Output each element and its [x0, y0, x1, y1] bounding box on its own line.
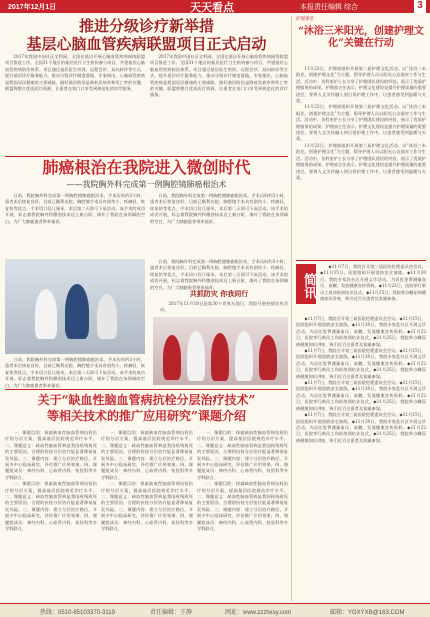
footer-site: 网址：www.zzzhxsy.com	[225, 610, 292, 616]
footer-email: 邮箱：YGXYXB@163.COM	[330, 610, 405, 616]
article-1	[5, 16, 288, 156]
right-column	[296, 16, 426, 601]
article-3-title-line1: 关于“缺血性脑血管病抗栓分层治疗技术”	[37, 393, 256, 407]
article-3-body-col3: 一、课题目的：探索缺血性脑血管病抗栓治疗的分层方案，提高基层医院规范诊疗水平。二、课题意义：缺血性脑血管病是我国致残致死的主要原因，合理的抗栓分层治疗能显著降低复发风险。三、课题内容：建立分层治疗路径，开展多中心临床研究，评估推广应用效果。四、课题组成员：神经内科、心血管内科、检验科等多学科联合。 一、课题目的：探索缺血性脑血管病抗栓治疗的分层方案，提高基层医院规范诊疗水平。二、课题意义：缺血性脑血管病是我国致残致死的主要原因，合理的抗栓分层治疗能显著降低复发风险。三、课题内容：建立分层治疗路径，开展多中心临床研究，评估推广应用效果。四、课题组成员：神经内科、心血管内科、检验科等多学科联合。	[197, 430, 288, 532]
footer	[0, 603, 430, 617]
article-2-title: 肺癌根治在我院进入微创时代	[42, 158, 251, 177]
brief-body: ◆11月7日，我院召开第三届医院伦理委员会会议。◆11月15日，医院组织开展消防安全演练。◆11月20日，我院专家赴社区开展义诊活动，为居民免费测量血压、血糖，发放健康宣传资料。◆11月22日，医院举行新员工岗前培训结业仪式。◆11月25日，我院举办糖尿病健康知识讲座，吸引近百名患者及家属参加。 ◆11月7日，我院召开第三届医院伦理委员会会议。◆11月15日，医院组织开展消防安全演练。◆11月20日，我院专家赴社区开展义诊活动，为居民免费测量血压、血糖，发放健康宣传资料。◆11月22日，医院举行新员工岗前培训结业仪式。◆11月25日，我院举办糖尿病健康知识讲座，吸引近百名患者及家属参加。 ◆11月7日，我院召开第三届医院伦理委员会会议。◆11月15日，医院组织开展消防安全演练。◆11月20日，我院专家赴社区开展义诊活动，为居民免费测量血压、血糖，发放健康宣传资料。◆11月22日，医院举行新员工岗前培训结业仪式。◆11月25日，我院举办糖尿病健康知识讲座，吸引近百名患者及家属参加。 ◆11月7日，我院召开第三届医院伦理委员会会议。◆11月15日，医院组织开展消防安全演练。◆11月20日，我院专家赴社区开展义诊活动，为居民免费测量血压、血糖，发放健康宣传资料。◆11月22日，医院举行新员工岗前培训结业仪式。◆11月25日，我院举办糖尿病健康知识讲座，吸引近百名患者及家属参加。	[296, 316, 426, 443]
divider-2	[5, 389, 288, 390]
article-1-title-line1: 推进分级诊疗新举措	[78, 17, 214, 35]
article-1-body-cont: 2017年我国中国社区全科网，全国在基层开展心脑血管疾病网络联盟项目推进工作。全国31个地区的基层医疗卫生机构参与项目，共建基层心脑血管疾病防治体系。项目通过基层医生培训、远程会诊、双向转诊等方式，提升基层诊疗服务能力，推动分级诊疗制度落地。专家指出，心脑血管疾病是我国居民健康的主要威胁，做好基层防治是降低发病率和死亡率的关键。联盟将整合优质医疗资源，让患者在家门口享受到规范化的诊疗服务。	[150, 54, 288, 98]
issue-date: 2017年12月1日	[8, 4, 57, 11]
divider-1	[5, 156, 288, 157]
brief-body-top: ◆11月7日，我院召开第三届医院伦理委员会会议。◆11月15日，医院组织开展消防安全演练。◆11月20日，我院专家赴社区开展义诊活动，为居民免费测量血压、血糖，发放健康宣传资料。◆11月22日，医院举行新员工岗前培训结业仪式。◆11月25日，我院举办糖尿病健康知识讲座，吸引近百名患者及家属参加。	[320, 264, 427, 302]
article-3	[5, 392, 288, 601]
article-1-title-line2: 基层心脑血管疾病联盟项目正式启动	[26, 35, 267, 54]
section-label: 本报责任编辑 综合	[300, 4, 358, 11]
footer-editor: 责任编辑：王静	[150, 610, 193, 616]
right-title: “沐浴三米阳光，创建护理文化”关键在行动	[298, 26, 424, 49]
article-3-title-line2: 等相关技术的推广应用研究”课题介绍	[47, 408, 246, 423]
article-2-body-right: 日前，我院胸外科完成第一例胸腔镜肺癌根治术，手术历时约3小时，患者术后恢复良好，目前已顺利出院。胸腔镜手术具有创伤小、疼痛轻、恢复快等优点，手术切口仅几厘米，术后第二天即可下床活动。该手术的成功开展，标志着我院胸外科微创技术迈上新台阶，填补了我院在该领域的空白，为广大肺癌患者带来福音。	[150, 259, 288, 290]
left-column	[5, 16, 288, 601]
article-2-subtitle: ——我院胸外科完成第一例胸腔镜肺癌根治术	[66, 180, 227, 190]
column-separator	[291, 16, 292, 601]
article-2-body-bottom: 日前，我院胸外科完成第一例胸腔镜肺癌根治术，手术历时约3小时，患者术后恢复良好，目前已顺利出院。胸腔镜手术具有创伤小、疼痛轻、恢复快等优点，手术切口仅几厘米，术后第二天即可下床活动。该手术的成功开展，标志着我院胸外科微创技术迈上新台阶，填补了我院在该领域的空白，为广大肺癌患者带来福音。	[5, 357, 145, 388]
footer-hotline: 热线：0510-85103370-3119	[40, 610, 115, 616]
page-number: 3	[414, 0, 426, 13]
photo-caption: 共抓防灾 你我同行	[189, 289, 249, 298]
brief-label: 简讯	[296, 264, 316, 304]
article-2-body-cont: 日前，我院胸外科完成第一例胸腔镜肺癌根治术，手术历时约3小时，患者术后恢复良好，目前已顺利出院。胸腔镜手术具有创伤小、疼痛轻、恢复快等优点，手术切口仅几厘米，术后第二天即可下床活动。该手术的成功开展，标志着我院胸外科微创技术迈上新台阶，填补了我院在该领域的空白，为广大肺癌患者带来福音。	[150, 193, 288, 224]
article-2-body: 日前，我院胸外科完成第一例胸腔镜肺癌根治术，手术历时约3小时，患者术后恢复良好，目前已顺利出院。胸腔镜手术具有创伤小、疼痛轻、恢复快等优点，手术切口仅几厘米，术后第二天即可下床活动。该手术的成功开展，标志着我院胸外科微创技术迈上新台阶，填补了我院在该领域的空白，为广大肺癌患者带来福音。	[5, 193, 145, 224]
right-body: 11月23日，护理部组织开展第三届护理文化活动。以“沐浴三米阳光，创建护理文化”为主题，倡导护理人员以阳光心态面对工作与生活。活动中，各科室护士长分享了护理团队建设的经验，展示了优质护理服务的成果。护理部主任表示，护理文化建设是提升护理质量的重要途径，要将人文关怀融入到日常护理工作中，让患者感受到温暖与关爱。 11月23日，护理部组织开展第三届护理文化活动。以“沐浴三米阳光，创建护理文化”为主题，倡导护理人员以阳光心态面对工作与生活。活动中，各科室护士长分享了护理团队建设的经验，展示了优质护理服务的成果。护理部主任表示，护理文化建设是提升护理质量的重要途径，要将人文关怀融入到日常护理工作中，让患者感受到温暖与关爱。 11月23日，护理部组织开展第三届护理文化活动。以“沐浴三米阳光，创建护理文化”为主题，倡导护理人员以阳光心态面对工作与生活。活动中，各科室护士长分享了护理团队建设的经验，展示了优质护理服务的成果。护理部主任表示，护理文化建设是提升护理质量的重要途径，要将人文关怀融入到日常护理工作中，让患者感受到温暖与关爱。	[296, 66, 426, 180]
article-1-body: 2017年我国中国社区全科网，全国在基层开展心脑血管疾病网络联盟项目推进工作。全国31个地区的基层医疗卫生机构参与项目，共建基层心脑血管疾病防治体系。项目通过基层医生培训、远程会诊、双向转诊等方式，提升基层诊疗服务能力，推动分级诊疗制度落地。专家指出，心脑血管疾病是我国居民健康的主要威胁，做好基层防治是降低发病率和死亡率的关键。联盟将整合优质医疗资源，让患者在家门口享受到规范化的诊疗服务。	[5, 54, 145, 92]
article-2	[5, 159, 288, 387]
right-section-brand: 护理课堂	[296, 16, 314, 21]
article-2-photo	[5, 259, 145, 354]
top-bar	[0, 0, 430, 13]
article-3-body: 一、课题目的：探索缺血性脑血管病抗栓治疗的分层方案，提高基层医院规范诊疗水平。二、课题意义：缺血性脑血管病是我国致残致死的主要原因，合理的抗栓分层治疗能显著降低复发风险。三、课题内容：建立分层治疗路径，开展多中心临床研究，评估推广应用效果。四、课题组成员：神经内科、心血管内科、检验科等多学科联合。 一、课题目的：探索缺血性脑血管病抗栓治疗的分层方案，提高基层医院规范诊疗水平。二、课题意义：缺血性脑血管病是我国致残致死的主要原因，合理的抗栓分层治疗能显著降低复发风险。三、课题内容：建立分层治疗路径，开展多中心临床研究，评估推广应用效果。四、课题组成员：神经内科、心血管内科、检验科等多学科联合。	[5, 430, 97, 532]
photo-body: 2017年11月18日是第30个世界无烟日，我院开展控烟宣传活动。	[160, 301, 288, 313]
event-photo	[153, 317, 288, 385]
right-divider	[296, 260, 426, 261]
article-3-body-col2: 一、课题目的：探索缺血性脑血管病抗栓治疗的分层方案，提高基层医院规范诊疗水平。二、课题意义：缺血性脑血管病是我国致残致死的主要原因，合理的抗栓分层治疗能显著降低复发风险。三、课题内容：建立分层治疗路径，开展多中心临床研究，评估推广应用效果。四、课题组成员：神经内科、心血管内科、检验科等多学科联合。 一、课题目的：探索缺血性脑血管病抗栓治疗的分层方案，提高基层医院规范诊疗水平。二、课题意义：缺血性脑血管病是我国致残致死的主要原因，合理的抗栓分层治疗能显著降低复发风险。三、课题内容：建立分层治疗路径，开展多中心临床研究，评估推广应用效果。四、课题组成员：神经内科、心血管内科、检验科等多学科联合。	[101, 430, 193, 532]
masthead: 天天看点	[190, 1, 234, 14]
